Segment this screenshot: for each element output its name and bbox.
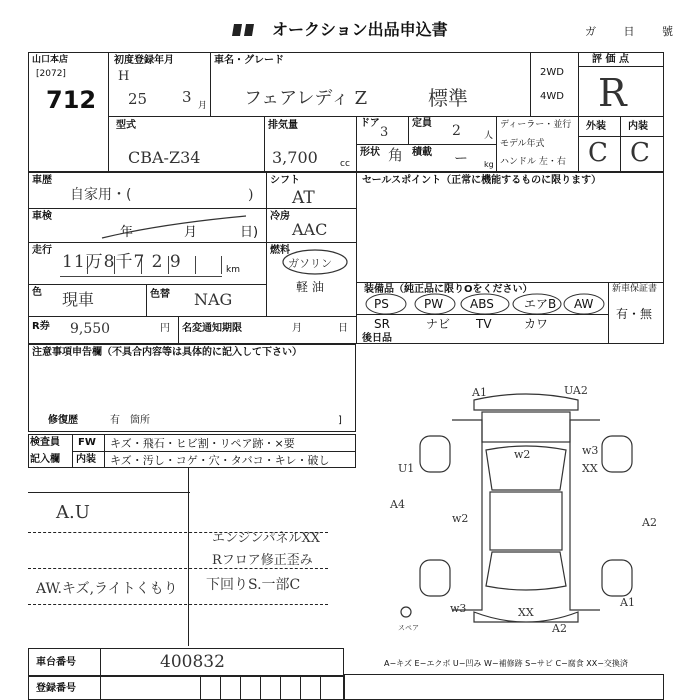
equipment-label: 装備品（純正品に限りOをください） bbox=[364, 284, 533, 295]
fuel-circle bbox=[280, 248, 350, 276]
diagram-ua2: UA2 bbox=[564, 384, 588, 397]
inspector-row1: キズ・飛石・ヒビ割・リペア跡・×要 bbox=[110, 437, 295, 450]
divider bbox=[28, 492, 190, 493]
equip-abs: ABS bbox=[470, 297, 494, 311]
equip-ps: PS bbox=[374, 297, 389, 311]
exterior-value: C bbox=[588, 138, 608, 168]
inspector-row2: キズ・汚し・コゲ・穴・タバコ・キレ・破し bbox=[110, 454, 330, 467]
shift-value: AT bbox=[292, 188, 315, 208]
registration-month-unit: 月 bbox=[198, 101, 208, 111]
divider bbox=[108, 52, 109, 172]
divider bbox=[178, 316, 179, 344]
divider bbox=[28, 604, 328, 605]
header-logo bbox=[230, 20, 270, 40]
diagram-xx-1: XX bbox=[582, 462, 598, 475]
color-value: 現車 bbox=[62, 290, 95, 309]
divider bbox=[356, 144, 496, 145]
load-value: ー bbox=[454, 151, 468, 167]
model-type-value: CBA-Z34 bbox=[128, 148, 201, 167]
recycle-label: R券 bbox=[32, 321, 50, 332]
divider bbox=[530, 52, 531, 116]
aircon-value: AAC bbox=[292, 220, 328, 239]
mileage-label: 走行 bbox=[32, 245, 52, 256]
equipment-circles bbox=[360, 292, 610, 316]
diagram-xx-2: XX bbox=[518, 606, 534, 619]
divider bbox=[108, 116, 664, 117]
form-title: オークション出品申込書 bbox=[272, 20, 448, 39]
divider bbox=[578, 136, 664, 137]
divider bbox=[146, 284, 147, 316]
registration-era: H bbox=[118, 69, 130, 84]
inspector-label1: 検査員 bbox=[30, 437, 60, 448]
inspection-day: 日) bbox=[240, 225, 259, 240]
color-code-label: 色替 bbox=[150, 289, 170, 300]
fuel-diesel: 軽 油 bbox=[296, 280, 324, 294]
displacement-value: 3,700 bbox=[272, 148, 318, 167]
diagram-w3-1: w3 bbox=[582, 444, 599, 457]
divider bbox=[266, 172, 267, 316]
evaluation-label: 評 価 点 bbox=[592, 54, 629, 65]
inspection-year: 年 bbox=[120, 225, 134, 240]
lot-code: 山口本店 bbox=[32, 55, 69, 65]
displacement-unit: cc bbox=[340, 159, 350, 169]
fuel-gasoline: ガソリン bbox=[288, 257, 332, 270]
divider bbox=[28, 568, 328, 569]
form-right-title: ガ 日 號 bbox=[585, 25, 685, 38]
inspector-interior: 内装 bbox=[76, 454, 96, 465]
mileage-value: 11万8千7 2 9 bbox=[62, 252, 182, 272]
chassis-label: 車台番号 bbox=[36, 657, 76, 668]
diagram-a1-top: A1 bbox=[472, 386, 487, 399]
sales-point-label: セールスポイント（正常に機能するものに限ります） bbox=[362, 175, 602, 186]
lot-sub: [2072] bbox=[36, 69, 66, 79]
displacement-label: 排気量 bbox=[268, 120, 298, 131]
bottom-right-box bbox=[344, 674, 664, 700]
car-history-close: ) bbox=[248, 187, 254, 203]
interior-value: C bbox=[630, 138, 650, 168]
capacity-label: 定員 bbox=[412, 118, 432, 129]
inspection-month: 月 bbox=[184, 225, 198, 240]
color-code-value: NAG bbox=[194, 290, 233, 309]
doors-value: 3 bbox=[380, 125, 389, 140]
divider bbox=[188, 468, 189, 646]
name-change-day: 日 bbox=[338, 323, 348, 334]
divider bbox=[496, 116, 497, 172]
repair-has: 有 bbox=[110, 415, 120, 426]
car-name-label: 車名・グレード bbox=[214, 55, 284, 66]
divider bbox=[264, 116, 265, 172]
dealer-label: ディーラー・並行 bbox=[500, 120, 572, 130]
equip-leather: カワ bbox=[524, 317, 549, 331]
repair-place: 箇所 bbox=[130, 415, 150, 426]
dealer-handle: ハンドル 左・右 bbox=[500, 157, 566, 167]
divider bbox=[28, 316, 356, 317]
car-history-value: 自家用・( bbox=[70, 187, 132, 203]
equip-navi: ナビ bbox=[426, 317, 451, 331]
registration-label: 初度登録年月 bbox=[114, 55, 174, 66]
repair-history-label: 修復歴 bbox=[48, 415, 78, 426]
diagram-spare: スペア bbox=[398, 624, 419, 632]
repair-close: ] bbox=[338, 415, 342, 426]
divider bbox=[408, 116, 409, 144]
divider bbox=[356, 172, 357, 344]
inspector-fw: FW bbox=[78, 437, 96, 448]
divider bbox=[28, 242, 356, 243]
divider bbox=[210, 52, 211, 116]
registration-year: 25 bbox=[128, 90, 148, 108]
dealer-model-year: モデル年式 bbox=[500, 139, 545, 149]
notes-label: 注意事項申告欄（不具合内容等は具体的に記入して下さい） bbox=[32, 347, 302, 358]
divider bbox=[356, 282, 664, 283]
diagram-legend: A−キズ E−エクボ U−凹み W−補修跡 S−サビ C−腐食 XX−交換済 bbox=[384, 659, 628, 668]
fuel-label: 燃料 bbox=[270, 245, 290, 256]
divider bbox=[72, 434, 73, 468]
inspector-note-floor: Rフロア修正歪み bbox=[212, 553, 313, 568]
diagram-u1: U1 bbox=[398, 462, 415, 475]
shape-value: 角 bbox=[388, 146, 404, 164]
equip-aw: AW bbox=[574, 297, 594, 311]
diagram-a1-bottom: A1 bbox=[620, 596, 635, 609]
shape-label: 形状 bbox=[360, 147, 380, 158]
equip-pw: PW bbox=[424, 297, 444, 311]
doors-label: ドア bbox=[360, 118, 380, 129]
evaluation-value: R bbox=[598, 71, 627, 115]
inspector-note-engine: エンジンパネルXX bbox=[212, 531, 320, 546]
equip-airbag: エアB bbox=[524, 297, 557, 311]
diagram-w2-2: w2 bbox=[452, 512, 469, 525]
name-change-month: 月 bbox=[292, 323, 302, 334]
registration-month: 3 bbox=[182, 88, 192, 106]
car-grade-value: 標準 bbox=[428, 86, 468, 110]
name-change-label: 名変通知期限 bbox=[182, 323, 242, 334]
recycle-unit: 円 bbox=[160, 323, 170, 334]
inspector-label2: 記入欄 bbox=[30, 454, 60, 465]
divider bbox=[104, 434, 105, 468]
recycle-value: 9,550 bbox=[70, 321, 111, 337]
divider bbox=[578, 66, 664, 67]
shift-label: シフト bbox=[270, 175, 300, 186]
inspection-label: 車検 bbox=[32, 211, 52, 222]
aircon-label: 冷房 bbox=[270, 211, 290, 222]
diagram-w3-2: w3 bbox=[450, 602, 467, 615]
drive-4wd: 4WD bbox=[540, 91, 564, 102]
diagram-w2-1: w2 bbox=[514, 448, 531, 461]
inspector-note-aw: AW.キズ,ライトくもり bbox=[36, 581, 178, 597]
interior-label: 内装 bbox=[628, 121, 648, 132]
chassis-value: 400832 bbox=[160, 652, 225, 672]
divider bbox=[72, 451, 356, 452]
car-damage-diagram bbox=[386, 380, 666, 650]
reg-label: 登録番号 bbox=[36, 683, 76, 694]
mileage-unit: km bbox=[226, 265, 240, 275]
capacity-value: 2 bbox=[452, 123, 461, 139]
load-label: 積載 bbox=[412, 147, 432, 158]
car-name-value: フェアレディ Z bbox=[244, 88, 368, 109]
inspection-strike bbox=[100, 214, 250, 242]
warranty-value: 有・無 bbox=[616, 307, 653, 321]
load-unit: kg bbox=[484, 160, 494, 169]
model-type-label: 型式 bbox=[116, 120, 136, 131]
car-history-label: 車歴 bbox=[32, 175, 52, 186]
inspector-note-under: 下回りS.一部C bbox=[206, 577, 301, 593]
divider bbox=[28, 284, 266, 285]
lot-number: 712 bbox=[46, 86, 97, 114]
inspector-note-au: A.U bbox=[56, 502, 90, 523]
divider bbox=[28, 208, 356, 209]
rear-label: 後日品 bbox=[362, 333, 392, 344]
drive-2wd: 2WD bbox=[540, 67, 564, 78]
diagram-a4: A4 bbox=[390, 498, 405, 511]
diagram-a2-right: A2 bbox=[642, 516, 657, 529]
diagram-a2-bottom: A2 bbox=[552, 622, 567, 635]
warranty-label: 新車保証書 bbox=[612, 284, 658, 294]
equip-sr: SR bbox=[374, 317, 390, 331]
equip-tv: TV bbox=[476, 317, 492, 331]
divider bbox=[578, 52, 579, 172]
capacity-unit: 人 bbox=[484, 131, 494, 141]
exterior-label: 外装 bbox=[586, 121, 606, 132]
divider bbox=[620, 116, 621, 172]
color-label: 色 bbox=[32, 287, 42, 298]
reg-grid bbox=[180, 676, 340, 700]
